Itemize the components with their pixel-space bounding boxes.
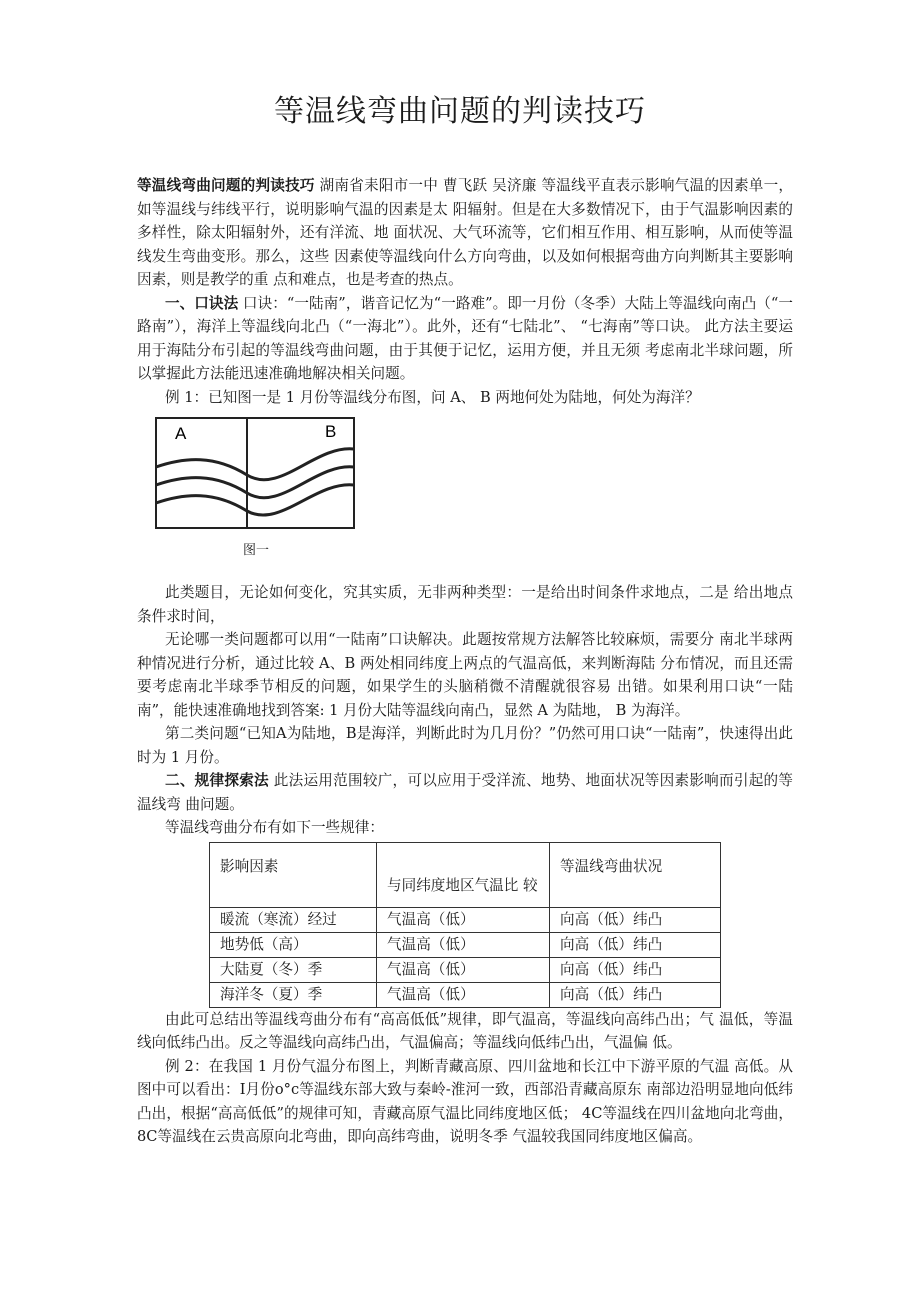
second-type-paragraph: 第二类问题“已知A为陆地，B是海洋，判断此时为几月份？”仍然可用口诀“一陆南”，快速得出此时为 1 月份。 (137, 725, 793, 766)
table-cell: 暖流（寒流）经过 (210, 907, 377, 932)
label-a: A (175, 424, 187, 443)
table-row (210, 982, 721, 1007)
section2-text: 此法运用范围较广，可以应用于受洋流、地势、地面状况等因素影响而引起的等温线弯 曲问题。 (137, 772, 793, 813)
summary-paragraph: 由此可总结出等温线弯曲分布有“高高低低”规律，即气温高，等温线向高纬凸出；气 温低，等温线向低纬凸出。反之等温线向高纬凸出，气温偏高；等温线向低纬凸出，气温偏 低。 (137, 1010, 793, 1051)
page-title: 等温线弯曲问题的判读技巧 (274, 94, 646, 129)
table-header-cell: 影响因素 (210, 842, 377, 907)
section1-paragraph (137, 292, 793, 386)
either-paragraph: 无论哪一类问题都可以用“一陆南”口诀解决。此题按常规方法解答比较麻烦，需要分 南北半球两种情况进行分析，通过比较 A、B 两处相同纬度上两点的气温高低，来判断海陆 分布情况，而且还需要考虑南北半球季节相反的问题，如果学生的头脑稍微不清醒就很容易 出错。如果利用口诀“一陆南”，能快速准确地找到答案: 1 月份大陆等温线向南凸，显然 A 为陆地， B 为海洋。 (137, 631, 793, 719)
isotherm-line (156, 449, 354, 480)
table-cell: 气温高（低） (377, 957, 550, 982)
table-cell: 大陆夏（冬）季 (210, 957, 377, 982)
document-body (137, 174, 793, 1149)
section1-text: 口诀：“一陆南”，谐音记忆为“一路难”。即一月份（冬季）大陆上等温线向南凸（“一 路南”），海洋上等温线向北凸（“一海北”）。此外，还有“七陆北”、 “七海南”等口诀。 此方法主要运用于海陆分布引起的等温线弯曲问题，由于其便于记忆，运用方便，并且无须 考虑南北半球问题，所以掌握此方法能迅速准确地解决相关问题。 (137, 294, 793, 382)
table-cell: 气温高（低） (377, 982, 550, 1007)
section2-paragraph (137, 769, 793, 816)
table-header-cell (377, 842, 550, 907)
table-cell: 气温高（低） (377, 907, 550, 932)
table-cell: 海洋冬（夏）季 (210, 982, 377, 1007)
figure-isotherm-diagram (137, 415, 793, 563)
table-cell: 向高（低）纬凸 (550, 957, 721, 982)
intro-lead: 等温线弯曲问题的判读技巧 (137, 177, 315, 194)
table-header-row (210, 842, 721, 907)
intro-paragraph (137, 174, 793, 292)
table-cell: 向高（低）纬凸 (550, 932, 721, 957)
table-header-cell: 等温线弯曲状况 (550, 842, 721, 907)
isotherm-diagram (155, 417, 355, 537)
label-b: B (325, 422, 337, 441)
isotherm-line (156, 467, 354, 498)
example1-paragraph: 例 1：已知图一是 1 月份等温线分布图，问 A、 B 两地何处为陆地，何处为海洋？ (165, 388, 700, 406)
rules-intro-paragraph: 等温线弯曲分布有如下一些规律： (165, 819, 384, 836)
table-cell: 向高（低）纬凸 (550, 907, 721, 932)
table-row (210, 907, 721, 932)
example2-paragraph: 例 2：在我国 1 月份气温分布图上，判断青藏高原、四川盆地和长江中下游平原的气温 高低。从图中可以看出：I月份o°c等温线东部大致与秦岭-淮河一致，西部沿青藏高原东 南部边沿明显地向低纬凸出，根据“高高低低”的规律可知，青藏高原气温比同纬度地区低； 4C等温线在四川盆地向北弯曲，8C等温线在云贵高原向北弯曲，即向高纬弯曲，说明冬季 气温较我国同纬度地区偏高。 (137, 1057, 793, 1145)
figure-caption: 图一 (243, 543, 270, 558)
intro-text: 湖南省耒阳市一中 曹飞跃 吴济廉 等温线平直表示影响气温的因素单一，如等温线与纬线平行，说明影响气温的因素是太 阳辐射。但是在大多数情况下，由于气温影响因素的多样性，除太阳辐射外，还有洋流、地 面状况、大气环流等，它们相互作用、相互影响，从而使等温线发生弯曲变形。那么，这些 因素使等温线向什么方向弯曲，以及如何根据弯曲方向判断其主要影响因素，则是教学的重 点和难点，也是考查的热点。 (137, 177, 793, 288)
section1-heading: 一、口诀法 (165, 294, 239, 312)
rules-table (209, 842, 721, 1008)
isotherm-line (156, 485, 354, 515)
table-cell: 气温高（低） (377, 932, 550, 957)
section2-heading: 二、规律探索法 (165, 772, 269, 789)
table-row (210, 932, 721, 957)
types-paragraph: 此类题目，无论如何变化，究其实质，无非两种类型：一是给出时间条件求地点，二是 给出地点条件求时间， (137, 584, 793, 625)
table-cell: 向高（低）纬凸 (550, 982, 721, 1007)
table-header-cell-text: 与同纬度地区气温比 较 (387, 876, 538, 894)
table-row (210, 957, 721, 982)
table-cell: 地势低（高） (210, 932, 377, 957)
